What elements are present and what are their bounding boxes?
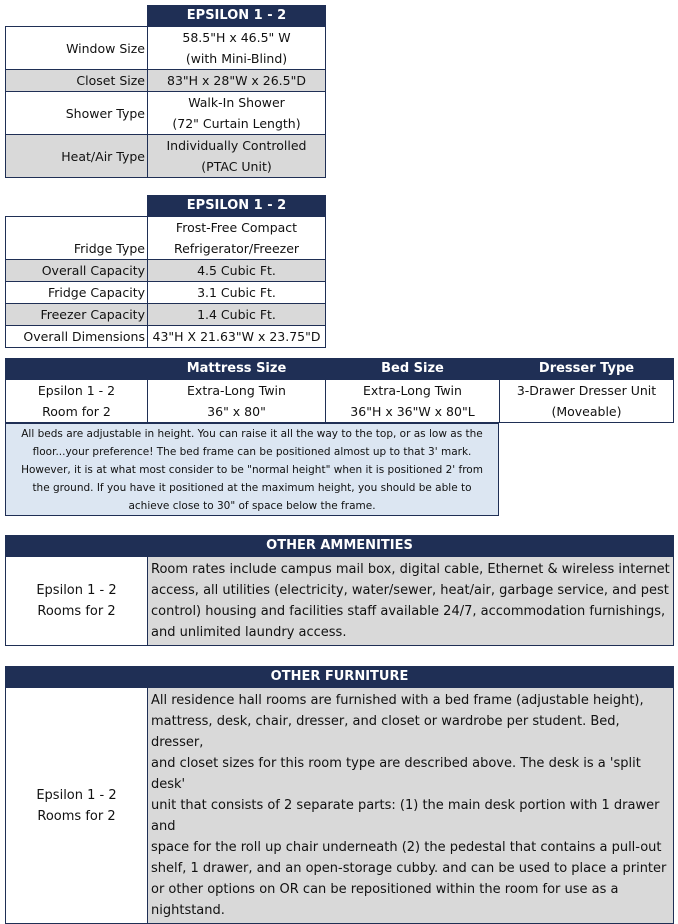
table-row	[6, 557, 674, 646]
row-label: Freezer Capacity	[6, 304, 148, 326]
room-label: Epsilon 1 - 2 Rooms for 2	[6, 688, 148, 924]
row-label: Fridge Capacity	[6, 282, 148, 304]
mattress-value: Extra-Long Twin 36" x 80"	[148, 380, 326, 423]
row-value: 1.4 Cubic Ft.	[148, 304, 326, 326]
room-label: Epsilon 1 - 2 Rooms for 2	[6, 557, 148, 646]
row-label: Shower Type	[6, 92, 148, 135]
dresser-header: Dresser Type	[500, 359, 674, 380]
amenities-header: OTHER AMMENITIES	[6, 536, 674, 557]
table-header: EPSILON 1 - 2	[148, 6, 326, 27]
bed-header: Bed Size	[326, 359, 500, 380]
table-row	[6, 92, 326, 135]
amenities-table	[5, 535, 674, 646]
table-row	[6, 27, 326, 70]
row-label: Heat/Air Type	[6, 135, 148, 178]
bed-height-note: All beds are adjustable in height. You can raise it all the way to the top, or as low as the floor...your preference! The bed frame can be positioned almost up to that 3' mark. However, it is at what most consider to be "normal height" when it is positioned 2' from the ground. If you have it positioned at the maximum height, you should be able to achieve close to 30" of space below the frame.	[5, 423, 499, 516]
row-label: Window Size	[6, 27, 148, 70]
row-value: Frost-Free Compact Refrigerator/Freezer	[148, 217, 326, 260]
table-row	[6, 282, 326, 304]
mattress-header: Mattress Size	[148, 359, 326, 380]
row-label: Overall Dimensions	[6, 326, 148, 348]
header-spacer	[6, 6, 148, 27]
row-value: 43"H X 21.63"W x 23.75"D	[148, 326, 326, 348]
table-row	[6, 326, 326, 348]
row-label: Fridge Type	[6, 217, 148, 260]
table-row	[6, 260, 326, 282]
row-label: Closet Size	[6, 70, 148, 92]
fridge-specs-table	[5, 195, 326, 348]
header-spacer	[6, 196, 148, 217]
row-value: 58.5"H x 46.5" W (with Mini-Blind)	[148, 27, 326, 70]
table-row	[6, 688, 674, 924]
dresser-value: 3-Drawer Dresser Unit (Moveable)	[500, 380, 674, 423]
row-value: 3.1 Cubic Ft.	[148, 282, 326, 304]
bed-value: Extra-Long Twin 36"H x 36"W x 80"L	[326, 380, 500, 423]
furniture-table	[5, 666, 674, 924]
amenities-text: Room rates include campus mail box, digital cable, Ethernet & wireless internet access, all utilities (electricity, water/sewer, heat/air, garbage service, and pest control) housing and facilities staff available 24/7, accommodation furnishings, and unlimited laundry access.	[148, 557, 674, 646]
furniture-header: OTHER FURNITURE	[6, 667, 674, 688]
row-value: 83"H x 28"W x 26.5"D	[148, 70, 326, 92]
bed-specs-table	[5, 358, 674, 423]
header-spacer	[6, 359, 148, 380]
window-specs-table	[5, 5, 326, 178]
table-row	[6, 135, 326, 178]
furniture-text: All residence hall rooms are furnished with a bed frame (adjustable height), mattress, desk, chair, dresser, and closet or wardrobe per student. Bed, dresser, and closet sizes for this room type are described above. The desk is a 'split desk' unit that consists of 2 separate parts: (1) the main desk portion with 1 drawer and space for the roll up chair underneath (2) the pedestal that contains a pull-out shelf, 1 drawer, and an open-storage cubby. and can be used to place a printer or other options on OR can be repositioned within the room for use as a nightstand.	[148, 688, 674, 924]
table-row	[6, 380, 674, 423]
row-value: Walk-In Shower (72" Curtain Length)	[148, 92, 326, 135]
table-row	[6, 217, 326, 260]
row-value: Individually Controlled (PTAC Unit)	[148, 135, 326, 178]
room-label: Epsilon 1 - 2 Room for 2	[6, 380, 148, 423]
row-value: 4.5 Cubic Ft.	[148, 260, 326, 282]
table-row	[6, 304, 326, 326]
table-row	[6, 70, 326, 92]
row-label: Overall Capacity	[6, 260, 148, 282]
table-header: EPSILON 1 - 2	[148, 196, 326, 217]
